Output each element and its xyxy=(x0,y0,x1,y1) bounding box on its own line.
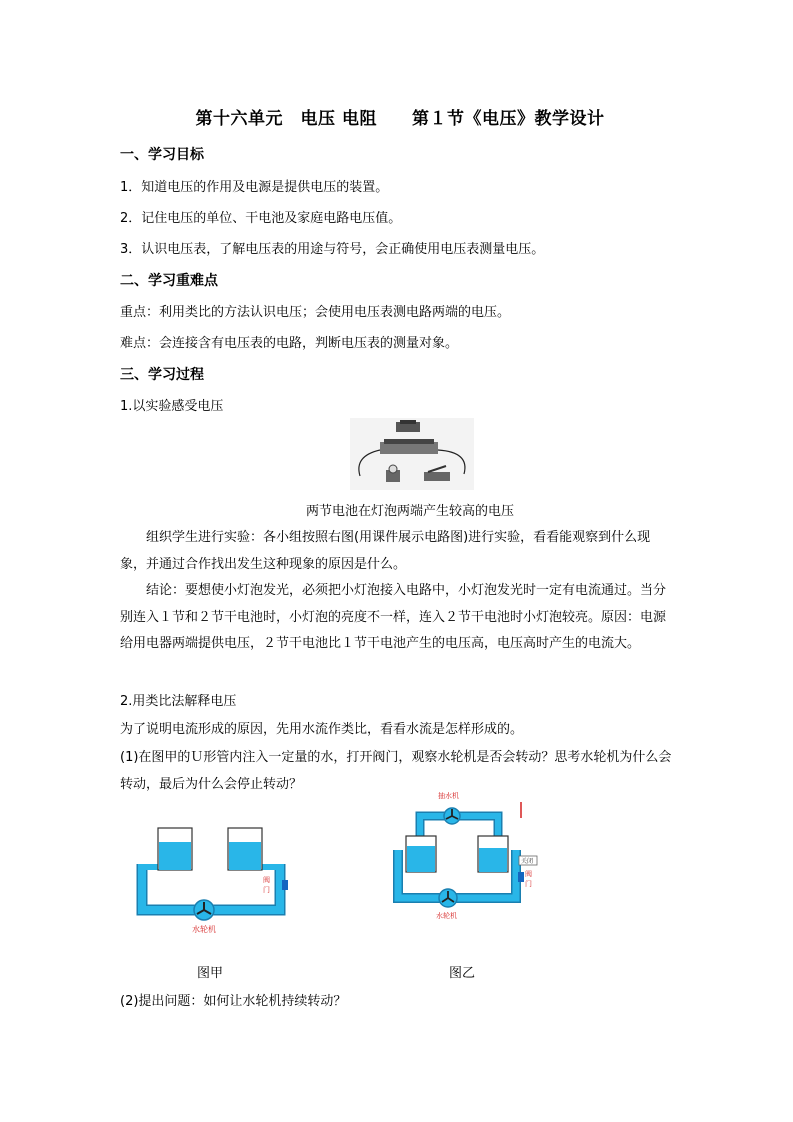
difficulty-point: 难点：会连接含有电压表的电路，判断电压表的测量对象。 xyxy=(120,336,459,351)
figure-b-diagram xyxy=(388,788,538,924)
pump-label: 抽水机 xyxy=(438,792,459,800)
figure-b-caption: 图乙 xyxy=(448,966,475,981)
heading-key-points: 二、学习重难点 xyxy=(120,273,218,289)
goal-item-2: 2．记住电压的单位、干电池及家庭电路电压值。 xyxy=(120,211,402,226)
experiment-figure xyxy=(350,418,474,490)
step-2-heading: 2.用类比法解释电压 xyxy=(120,694,237,709)
paragraph-organize: 组织学生进行实验：各小组按照右图(用课件展示电路图)进行实验，看看能观察到什么现象，并通过合作找出发生这种现象的原因是什么。 xyxy=(120,530,651,572)
valve-label-line1: 阀 xyxy=(525,870,532,878)
figure-a-diagram xyxy=(132,826,292,936)
key-point: 重点：利用类比的方法认识电压；会使用电压表测电路两端的电压。 xyxy=(120,305,511,320)
turbine-label: 水轮机 xyxy=(436,912,457,920)
step-1-heading: 1.以实验感受电压 xyxy=(120,399,224,414)
valve-icon xyxy=(282,880,288,890)
paragraph-question-1: (1)在图甲的Ｕ形管内注入一定量的水，打开阀门，观察水轮机是否会转动？思考水轮机为什么会转动，最后为什么会停止转动？ xyxy=(120,750,672,792)
goal-item-3: 3．认识电压表，了解电压表的用途与符号，会正确使用电压表测量电压。 xyxy=(120,242,545,257)
turbine-label: 水轮机 xyxy=(192,925,216,934)
valve-label-line1: 阀 xyxy=(263,876,270,884)
paragraph-analogy: 为了说明电流形成的原因，先用水流作类比，看看水流是怎样形成的。 xyxy=(120,722,524,737)
heading-learning-goals: 一、学习目标 xyxy=(120,147,204,163)
paragraph-question-2: (2)提出问题：如何让水轮机持续转动？ xyxy=(120,994,347,1009)
figure-a-caption: 图甲 xyxy=(196,966,223,981)
valve-icon xyxy=(518,872,524,882)
valve-label-line2: 门 xyxy=(263,886,270,894)
switch-icon xyxy=(424,472,450,481)
goal-item-1: 1．知道电压的作用及电源是提供电压的装置。 xyxy=(120,180,389,195)
valve-label-line2: 门 xyxy=(525,880,532,888)
paragraph-conclusion: 结论：要想使小灯泡发光，必须把小灯泡接入电路中，小灯泡发光时一定有电流通过。当分别连入１节和２节干电池时，小灯泡的亮度不一样，连入２节干电池时小灯泡较亮。原因：电源给用电器两端提供电压，２节干电池比１节干电池产生的电压高，电压高时产生的电流大。 xyxy=(120,583,667,651)
page-title: 第十六单元 电压 电阻 第１节《电压》教学设计 xyxy=(195,109,605,129)
heading-learning-process: 三、学习过程 xyxy=(120,367,204,383)
switch-label: 关闭 xyxy=(521,858,534,865)
figure-1-caption: 两节电池在灯泡两端产生较高的电压 xyxy=(305,504,514,519)
